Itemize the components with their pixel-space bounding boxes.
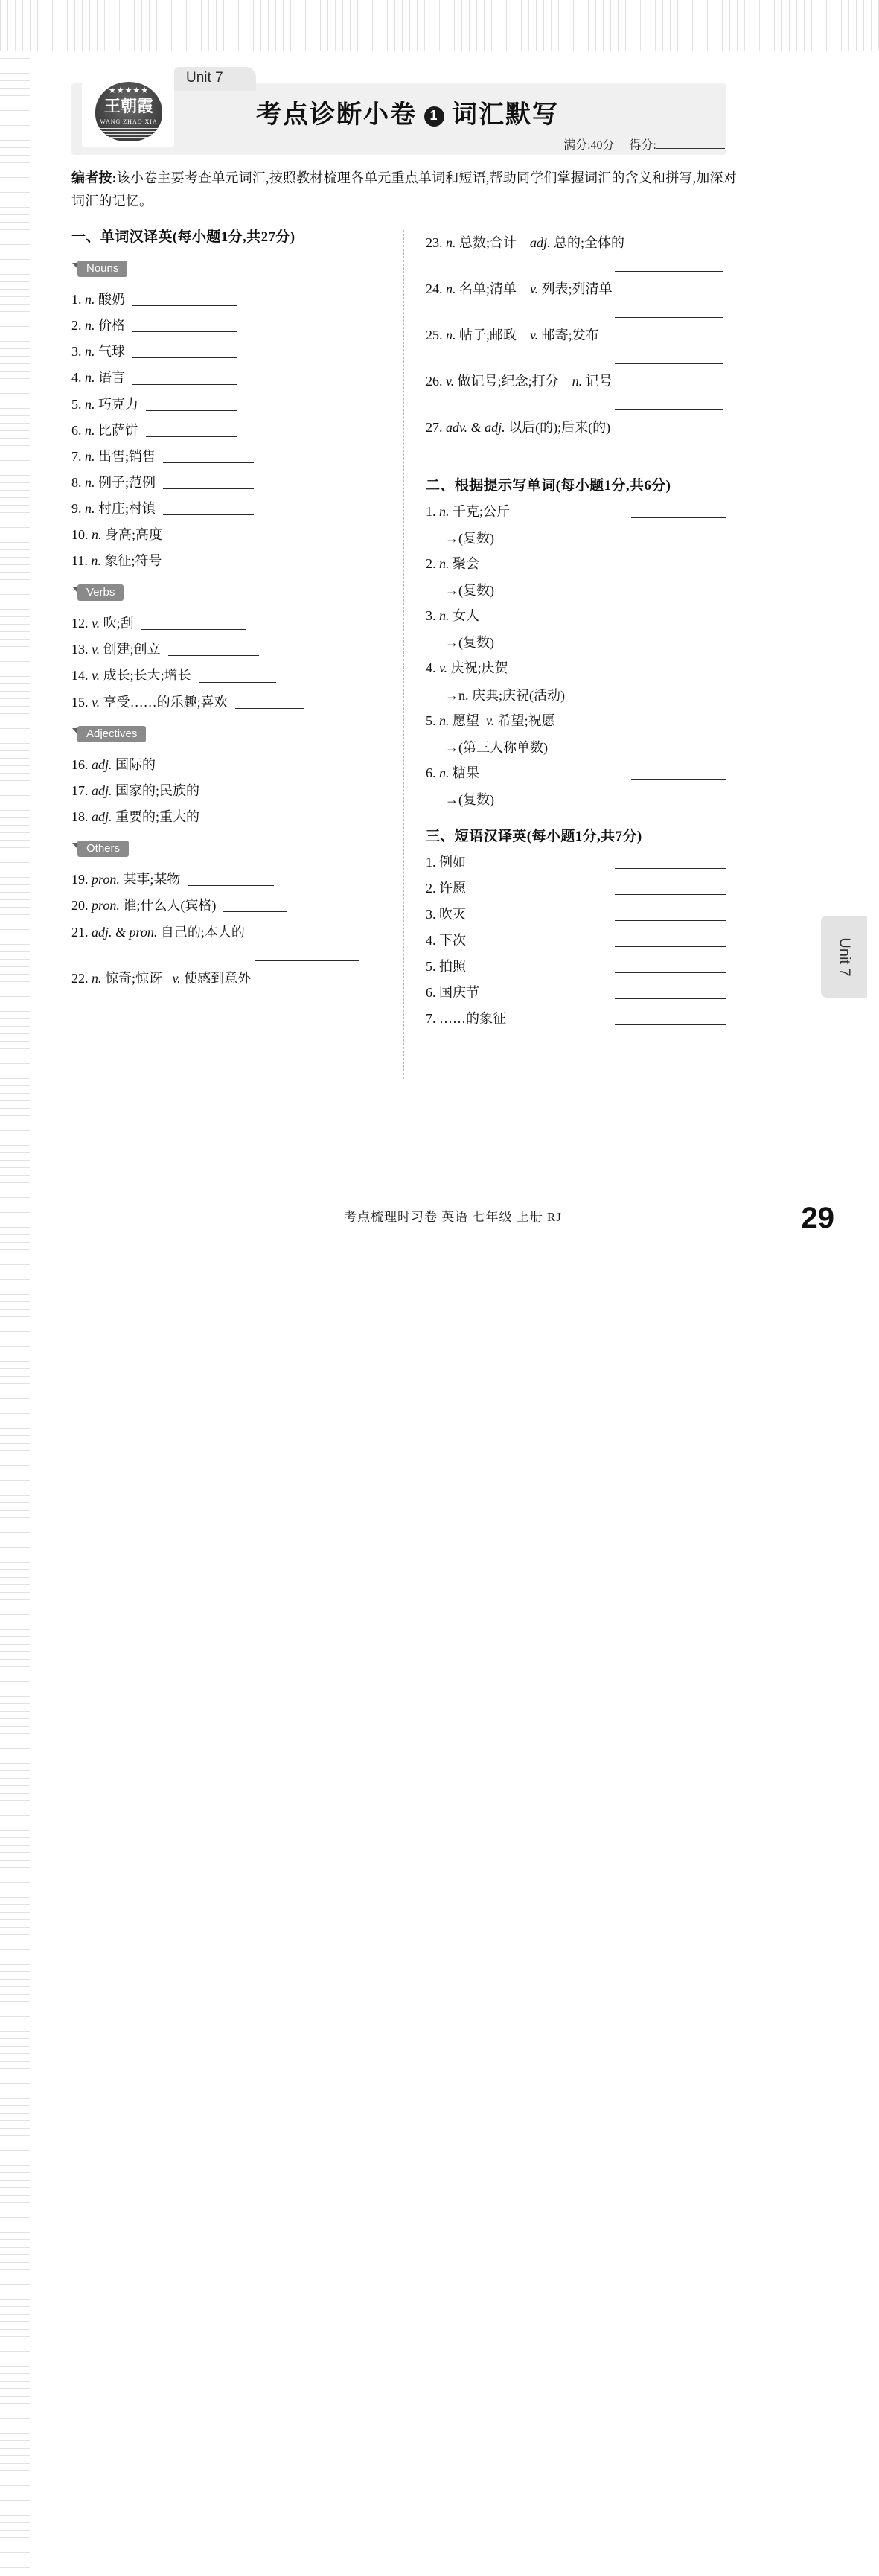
- item-number: 6.: [426, 765, 436, 780]
- list-item: [71, 499, 381, 518]
- item-text: 女人: [453, 608, 479, 624]
- answer-blank[interactable]: [615, 868, 726, 869]
- item-pos: n.: [446, 235, 456, 251]
- answer-blank[interactable]: [132, 305, 237, 306]
- item-text: 做记号;纪念;打分: [457, 374, 559, 389]
- item-number: 23.: [426, 235, 443, 251]
- item-text: 创建;创立: [103, 642, 161, 657]
- item-number: 5.: [71, 396, 82, 412]
- item-number: 9.: [71, 500, 82, 516]
- section-two-title: 二、根据提示写单词(每小题1分,共6分): [426, 478, 671, 494]
- item-pos: n.: [439, 556, 450, 572]
- answer-blank[interactable]: [615, 409, 723, 410]
- item-number: 17.: [71, 782, 89, 798]
- item-derivative-label: →(第三人称单数): [445, 739, 548, 755]
- answer-blank[interactable]: [163, 514, 254, 515]
- list-item: [71, 342, 381, 361]
- item-number: 2.: [426, 556, 436, 572]
- list-item: [426, 931, 726, 950]
- list-item: [71, 395, 381, 414]
- content-columns: [71, 226, 741, 1035]
- item-text: 愿望: [453, 712, 479, 728]
- page-border-left: [0, 51, 30, 1339]
- item-text: 成长;长大;增长: [103, 668, 191, 683]
- item-pos-secondary: v.: [530, 281, 539, 297]
- item-text-secondary: 记号: [585, 374, 613, 389]
- item-pos: pron.: [92, 897, 120, 913]
- adjectives-list: [71, 755, 381, 826]
- item-text: 庆祝;庆贺: [450, 660, 508, 676]
- list-item: [71, 870, 381, 889]
- item-number: 5.: [426, 959, 436, 975]
- item-pos: n.: [446, 328, 456, 343]
- item-pos: n.: [439, 608, 450, 624]
- answer-blank[interactable]: [631, 517, 726, 518]
- item-number: 26.: [426, 374, 443, 389]
- answer-blank[interactable]: [615, 998, 726, 999]
- right-column: [399, 226, 726, 1035]
- column-divider: [403, 230, 404, 1079]
- item-pos-secondary: v.: [172, 971, 181, 986]
- item-text: 语言: [98, 370, 125, 386]
- item-text: 某事;某物: [123, 871, 181, 887]
- left-column: [71, 226, 399, 1035]
- item-derivative-label: →n. 庆典;庆祝(活动): [445, 687, 565, 703]
- list-item: [426, 983, 726, 1002]
- list-item: [71, 421, 381, 440]
- page-number: 29: [801, 1202, 834, 1234]
- page-header: [71, 67, 741, 155]
- item-text: 以后(的);后来(的): [508, 420, 611, 436]
- item-text: 比萨饼: [98, 422, 138, 438]
- page-title-prefix: 考点诊断小卷: [256, 101, 417, 129]
- item-text-secondary: 希望;祝愿: [497, 712, 555, 728]
- quiz-number-badge: 1: [424, 106, 444, 127]
- item-pos: n.: [85, 422, 95, 438]
- item-number: 21.: [71, 925, 89, 940]
- answer-blank[interactable]: [615, 920, 726, 921]
- answer-blank[interactable]: [132, 384, 237, 385]
- item-number: 10.: [71, 527, 89, 543]
- answer-blank[interactable]: [168, 655, 259, 656]
- page-border-right: [0, 1339, 30, 2576]
- item-text: 自己的;本人的: [160, 925, 245, 940]
- item-text: 巧克力: [98, 396, 138, 412]
- item-number: 19.: [71, 871, 89, 887]
- item-pos: n.: [85, 370, 95, 386]
- score-blank[interactable]: [656, 138, 725, 149]
- seal-brand-name: 王朝霞: [103, 97, 153, 115]
- list-item: [426, 502, 726, 521]
- item-text: 吹灭: [439, 906, 466, 922]
- list-item: [426, 852, 726, 872]
- item-number: 20.: [71, 897, 89, 913]
- list-item: [426, 905, 726, 924]
- item-text: 下次: [439, 933, 466, 949]
- item-text: 千克;公斤: [453, 504, 511, 520]
- item-text: 国家的;民族的: [115, 782, 200, 798]
- list-item: [426, 232, 726, 272]
- answer-blank[interactable]: [146, 436, 237, 437]
- list-item-sub: [445, 632, 726, 651]
- section-one-title: 一、单词汉译英(每小题1分,共27分): [71, 229, 295, 246]
- item-text-secondary: 列表;列清单: [541, 281, 613, 297]
- item-number: 22.: [71, 971, 89, 986]
- item-number: 4.: [426, 933, 436, 949]
- list-item: [426, 711, 726, 730]
- answer-blank[interactable]: [146, 410, 237, 411]
- item-number: 18.: [71, 809, 89, 824]
- nouns-list: [71, 290, 381, 570]
- item-text: 名单;清单: [459, 281, 517, 297]
- answer-blank[interactable]: [163, 488, 254, 489]
- answer-blank[interactable]: [223, 911, 287, 912]
- item-pos: n.: [92, 527, 102, 543]
- item-text: 吹;刮: [103, 616, 134, 631]
- answer-blank[interactable]: [615, 1024, 726, 1025]
- list-item: [426, 371, 726, 410]
- list-item: [71, 316, 381, 335]
- answer-blank[interactable]: [188, 885, 274, 886]
- list-item: [426, 554, 726, 573]
- item-pos-secondary: v.: [530, 328, 539, 343]
- answer-blank[interactable]: [615, 363, 723, 364]
- page-footer: [71, 1202, 834, 1234]
- item-pos: adj.: [92, 782, 112, 798]
- item-pos: adv. & adj.: [446, 420, 505, 436]
- list-item-sub: [445, 685, 726, 704]
- answer-blank[interactable]: [163, 462, 254, 463]
- item-text: 国庆节: [439, 985, 479, 1001]
- page-border-bottom: [0, 25, 879, 51]
- item-derivative-label: →(复数): [445, 531, 494, 546]
- item-number: 25.: [426, 328, 443, 343]
- list-item: [71, 807, 381, 826]
- item-pos: n.: [92, 971, 102, 986]
- item-text: 出售;销售: [98, 448, 156, 464]
- item-text: 酸奶: [98, 292, 125, 307]
- item-text: 惊奇;惊讶: [105, 971, 163, 986]
- item-text: 享受……的乐趣;喜欢: [103, 694, 228, 710]
- page-title-suffix: 词汇默写: [452, 101, 559, 129]
- item-pos-secondary: n.: [572, 374, 583, 389]
- answer-blank[interactable]: [631, 779, 726, 780]
- item-number: 6.: [426, 985, 436, 1001]
- item-text: ……的象征: [439, 1011, 506, 1027]
- list-item: [426, 1009, 726, 1028]
- list-item: [71, 368, 381, 387]
- item-text: 例子;范例: [98, 474, 156, 490]
- seal-brand-pinyin: WANG ZHAO XIA: [100, 118, 158, 125]
- side-unit-tab: [821, 916, 867, 998]
- answer-blank[interactable]: [141, 629, 246, 630]
- item-pos: adj. & pron.: [92, 925, 158, 940]
- list-item: [71, 551, 381, 570]
- editor-note: [71, 167, 741, 212]
- item-derivative-label: →(复数): [445, 635, 494, 651]
- list-item: [71, 755, 381, 774]
- list-item-sub: [445, 528, 726, 547]
- item-pos-secondary: v.: [486, 712, 495, 728]
- item-text: 价格: [98, 318, 125, 334]
- item-number: 27.: [426, 420, 443, 436]
- side-unit-tab-label: Unit 7: [836, 937, 853, 977]
- item-number: 5.: [426, 712, 436, 728]
- item-text: 象征;符号: [104, 553, 162, 569]
- section-three-list: [426, 852, 726, 1029]
- list-item: [426, 278, 726, 318]
- item-derivative-label: →(复数): [445, 583, 494, 599]
- answer-blank[interactable]: [132, 357, 237, 358]
- list-item: [426, 606, 726, 625]
- publisher-seal: [82, 76, 174, 147]
- list-item: [71, 613, 381, 633]
- item-text: 谁;什么人(宾格): [123, 897, 217, 913]
- item-text: 村庄;村镇: [98, 500, 156, 516]
- list-item-sub: [445, 580, 726, 599]
- item-number: 2.: [71, 318, 82, 334]
- answer-blank[interactable]: [615, 317, 723, 318]
- list-item: [71, 692, 381, 712]
- item-text: 拍照: [439, 959, 466, 975]
- list-item: [71, 968, 381, 1007]
- item-pos: v.: [439, 660, 448, 676]
- section-three-title: 三、短语汉译英(每小题1分,共7分): [426, 828, 642, 844]
- footer-text: 考点梳理时习卷 英语 七年级 上册 RJ: [344, 1210, 562, 1224]
- section-one-continued: [426, 232, 726, 456]
- item-pos: v.: [446, 374, 455, 389]
- item-pos: n.: [439, 504, 450, 520]
- answer-blank[interactable]: [235, 708, 304, 709]
- section-two-list: [426, 502, 726, 809]
- page-border-top: [0, 0, 879, 25]
- list-item: [426, 879, 726, 898]
- list-item: [426, 658, 726, 678]
- list-item: [71, 922, 381, 961]
- answer-blank[interactable]: [255, 960, 359, 961]
- item-number: 15.: [71, 694, 89, 710]
- item-number: 6.: [71, 422, 82, 438]
- list-item: [71, 525, 381, 544]
- list-item: [426, 417, 726, 456]
- list-item-sub: [445, 789, 726, 809]
- seal-stripes: [95, 128, 162, 138]
- item-pos: adj.: [92, 809, 112, 824]
- unit-tab-label: Unit 7: [174, 67, 256, 91]
- list-item: [71, 473, 381, 492]
- item-text-secondary: 邮寄;发布: [541, 328, 599, 343]
- item-pos: n.: [85, 448, 95, 464]
- item-number: 24.: [426, 281, 443, 297]
- answer-blank[interactable]: [199, 682, 276, 683]
- item-pos: v.: [92, 668, 100, 683]
- item-number: 11.: [71, 553, 88, 569]
- item-pos: adj.: [92, 756, 112, 772]
- answer-blank[interactable]: [615, 946, 726, 947]
- list-item: [71, 781, 381, 800]
- editor-note-text: 该小卷主要考查单元词汇,按照教材梳理各单元重点单词和短语,帮助同学们掌握词汇的含义和拼写,加深对词汇的记忆。: [71, 170, 737, 208]
- item-text: 许愿: [439, 880, 466, 896]
- item-derivative-label: →(复数): [445, 791, 494, 807]
- item-number: 8.: [71, 474, 82, 490]
- pos-tag-nouns: Nouns: [77, 261, 127, 277]
- list-item: [426, 763, 726, 782]
- item-number: 16.: [71, 756, 89, 772]
- list-item: [71, 447, 381, 466]
- item-pos: n.: [85, 292, 95, 307]
- item-number: 1.: [426, 504, 436, 520]
- others-list: [71, 870, 381, 1007]
- verbs-list: [71, 613, 381, 711]
- item-number: 14.: [71, 668, 89, 683]
- item-text: 糖果: [453, 765, 479, 780]
- item-number: 3.: [426, 906, 436, 922]
- pos-tag-others: Others: [77, 841, 129, 857]
- item-number: 1.: [426, 854, 436, 870]
- item-pos: n.: [85, 396, 95, 412]
- item-number: 4.: [426, 660, 436, 676]
- answer-blank[interactable]: [615, 271, 723, 272]
- item-text: 身高;高度: [105, 527, 163, 543]
- full-score-label: 满分:40分: [563, 139, 615, 152]
- item-pos: n.: [439, 765, 450, 780]
- item-pos: n.: [85, 500, 95, 516]
- item-text: 例如: [439, 854, 466, 870]
- item-text: 总数;合计: [459, 235, 517, 251]
- item-pos: n.: [85, 474, 95, 490]
- list-item: [71, 290, 381, 309]
- item-number: 7.: [426, 1011, 436, 1027]
- item-number: 4.: [71, 370, 82, 386]
- item-pos: v.: [92, 616, 100, 631]
- list-item: [71, 896, 381, 915]
- worksheet-page: [71, 67, 741, 1035]
- item-text: 国际的: [115, 756, 156, 772]
- editor-note-label: 编者按:: [71, 170, 117, 185]
- item-pos: n.: [439, 712, 450, 728]
- item-pos: pron.: [92, 871, 120, 887]
- item-text: 气球: [98, 344, 125, 360]
- item-text: 聚会: [453, 556, 479, 572]
- item-pos: v.: [92, 642, 100, 657]
- item-text-secondary: 使感到意外: [184, 971, 252, 986]
- item-pos: v.: [92, 694, 100, 710]
- list-item: [426, 325, 726, 364]
- score-line: [563, 136, 725, 153]
- item-number: 13.: [71, 642, 89, 657]
- list-item: [426, 957, 726, 976]
- list-item-sub: [445, 737, 726, 756]
- item-number: 1.: [71, 292, 82, 307]
- item-pos: n.: [85, 344, 95, 360]
- item-pos: n.: [91, 553, 101, 569]
- item-text: 帖子;邮政: [459, 328, 517, 343]
- got-score-label: 得分:: [629, 139, 656, 152]
- item-number: 2.: [426, 880, 436, 896]
- page-title: [256, 94, 559, 130]
- pos-tag-adjectives: Adjectives: [77, 726, 146, 742]
- item-number: 12.: [71, 616, 89, 631]
- answer-blank[interactable]: [615, 894, 726, 895]
- pos-tag-verbs: Verbs: [77, 584, 124, 601]
- item-pos-secondary: adj.: [530, 235, 551, 251]
- item-pos: n.: [446, 281, 456, 297]
- item-text-secondary: 总的;全体的: [554, 235, 625, 251]
- list-item: [71, 640, 381, 659]
- item-number: 3.: [426, 608, 436, 624]
- answer-blank[interactable]: [615, 972, 726, 973]
- item-text: 重要的;重大的: [115, 809, 200, 824]
- stars-icon: ★★★★★: [108, 86, 150, 95]
- list-item: [71, 666, 381, 685]
- item-pos: n.: [85, 318, 95, 334]
- item-number: 3.: [71, 344, 82, 360]
- item-number: 7.: [71, 448, 82, 464]
- answer-blank[interactable]: [132, 331, 237, 332]
